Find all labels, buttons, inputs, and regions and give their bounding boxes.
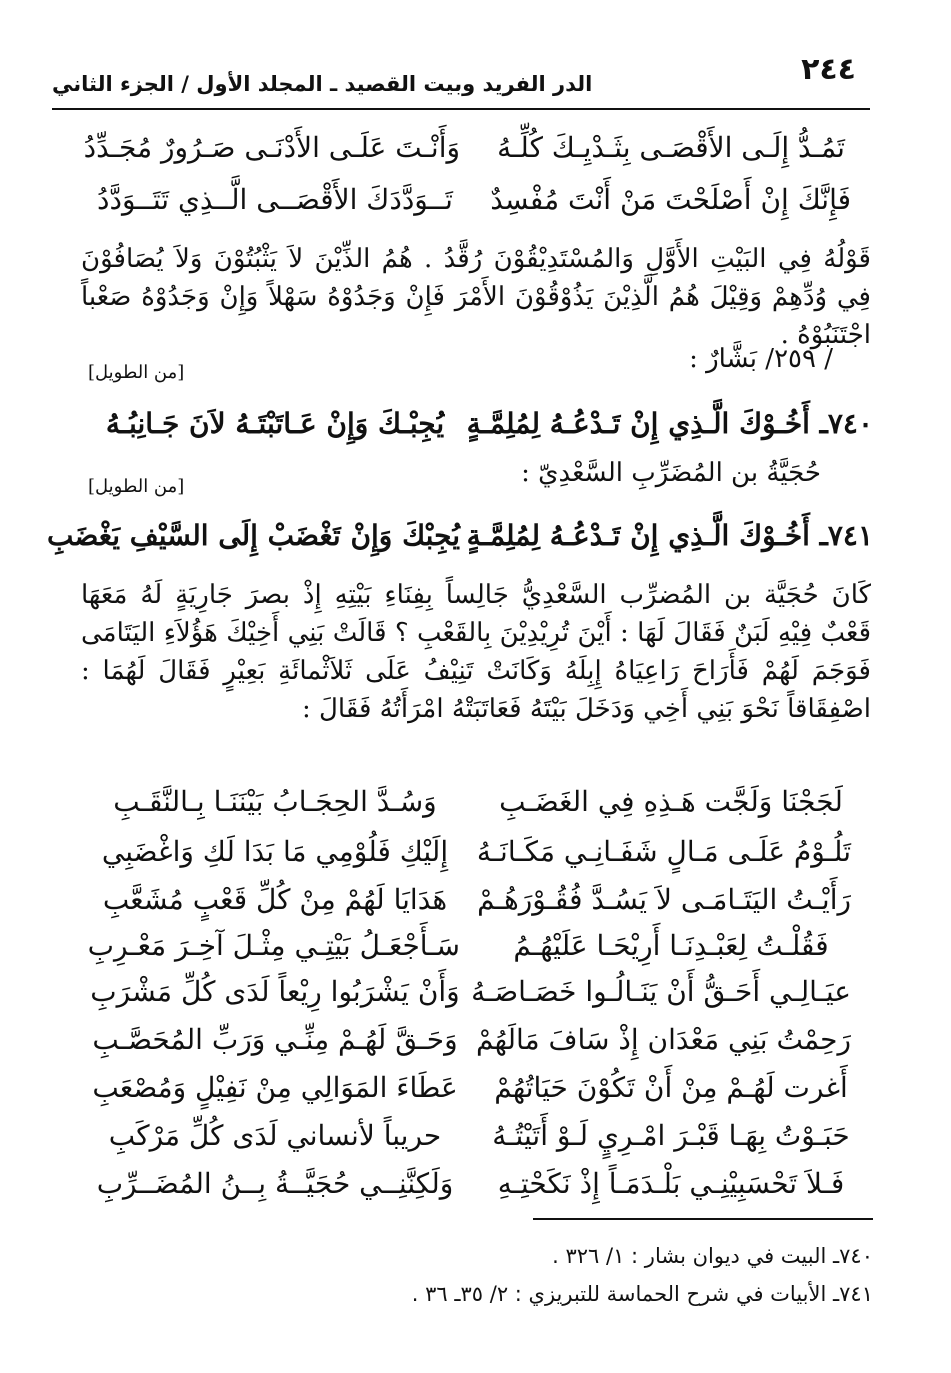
poem-right-hemistich: تَلُـوْمُ عَلَـى مَـالٍ شَفَـانِـي مَكَـانَـهُ [476, 835, 851, 868]
poem-right-hemistich: أَغرت لَهُـمْ مِنْ أَنْ تَكُوْنَ حَيَاتُهُمْ [494, 1071, 848, 1104]
verse-740-left: يُجِبْـكَ وَإِنْ عَـاتَبْتَـهُ لاَنَ جَـانِبُـهُ [105, 407, 445, 440]
verse-left-hemistich: وَأَنْـتَ عَلَـى الأَدْنَـى صَـرُورٌ مُجَـدِّدُ [83, 131, 460, 164]
verse-741-left: يُجِبْكَ وَإِنْ تَغْضَبْ إِلَى السَّيْفِ يَغْضَبِ [46, 519, 460, 552]
poem-right-hemistich: فَقُلْـتُ لِعَبْـدِنَـا أَرِيْحَـا عَلَيْهُـمُ [513, 929, 829, 962]
verse-left-hemistich: تَــوَدَّدَكَ الأَقْصَــى الَّــذِي تَتَــوَدَّدُ [97, 183, 453, 216]
narrative-paragraph [81, 576, 871, 728]
poet-name-740: / ٢٥٩/ بَشَّارٌ : [689, 344, 833, 374]
poem-left-hemistich: وَحَـقَّ لَهُـمْ مِنِّـي وَرَبِّ المُحَصَّـبِ [92, 1023, 458, 1056]
poet-name-741: حُجَيَّةُ بن المُضَرِّبِ السَّعْدِيّ : [521, 458, 821, 488]
poem-left-hemistich: وَسُـدَّ الحِجَـابُ بَيْنَنَـا بِـالنَّقَـبِ [113, 785, 437, 818]
meter-label-740: [من الطويل] [88, 362, 185, 383]
poem-right-hemistich: فَـلاَ تَحْسَبِيْنِـي بَلْـدَمَـاً إِذْ نَكَحْتِـهِ [497, 1167, 845, 1200]
poem-right-hemistich: رَأَيْـتُ اليَتَـامَـى لاَ يَسُـدَّ فُقُـوْرَهُـمْ [477, 883, 851, 916]
poem-right-hemistich: حَبَـوْتُ بِهَـا قَبْـرَ امْـرِيٍ لَـوْ أَتَيْتُـهُ [492, 1119, 850, 1152]
verse-740-right: ٧٤٠ـ أَخُـوْكَ الَّـذِي إِنْ تَـدْعُـهُ لِمُلِمَّـةٍ [466, 407, 873, 440]
poem-left-hemistich: عَطَاءَ المَوَالِي مِنْ نَفِيْلٍ وَمُصْعَبِ [92, 1071, 458, 1104]
commentary-paragraph [81, 240, 871, 354]
meter-label-741: [من الطويل] [88, 476, 185, 497]
verse-right-hemistich: فَإِنَّكَ إِنْ أَصْلَحْتَ مَنْ أَنْتَ مُفْسِدٌ [490, 183, 851, 216]
poem-left-hemistich: وَأَنْ يَشْرَبُوا رِيْعاً لَدَى كُلِّ مَشْرَبِ [90, 975, 460, 1008]
footnote-rule [533, 1218, 873, 1220]
poem-left-hemistich: سَـأَجْعَـلُ بَيْتِـي مِثْـلَ آخِـرَ مَعْـرِبِ [87, 929, 460, 962]
poem-left-hemistich: إِلَيْكِ فَلُوْمِي مَا بَدَا لَكِ وَاغْضَبِي [101, 835, 449, 868]
header-rule [52, 108, 870, 110]
running-head: الدر الفريد وبيت القصيد ـ المجلد الأول / الجزء الثاني [52, 72, 593, 96]
poem-left-hemistich: حريباً لأنساني لَدَى كُلِّ مَرْكَبِ [108, 1119, 442, 1152]
poem-right-hemistich: عيَـالِـي أَحَـقُّ أَنْ يَنَـالُـوا خَصَـاصَـهُ [471, 975, 851, 1008]
verse-right-hemistich: تَمُـدُّ إِلَـى الأَقْصَـى بِثَـدْيِـكَ كُلِّـهُ [497, 131, 845, 164]
commentary-text: قَوْلُهُ فِي البَيْتِ الأَوَّلِ وَالمُسْتَدِيْقُوْنَ رُقَّدُ . هُمُ الذِّيْنَ لاَ يَثْبُتُوْنَ وَلاَ يُصَافُوْنَ فِي وُدِّهِمْ وَقِيْلَ هُمُ الَّذِيْنَ يَذُوْقُوْنَ الأَمْرَ فَإِنْ وَجَدُوْهُ سَهْلاً وَإِنْ وَجَدُوْهُ صَعْباً اجْتَنَبُوْهُ . [81, 244, 871, 350]
poem-left-hemistich: وَلَكِنَّنِــي حُجَيَّــةُ بِــنُ المُضَــرِّبِ [96, 1167, 454, 1200]
narrative-text: كَانَ حُجَيَّة بن المُضرِّب السَّعْدِيُّ جَالِساً بِفِنَاءِ بَيْتِهِ إِذْ بصرَ جَارِيَةٍ لَهُ مَعَهَا قَعْبٌ فِيْهِ لَبَنٌ فَقَالَ لَهَا : أَيْنَ تُرِيْدِيْنَ بِالقَعْبِ ؟ قَالَتْ بَنِي أَخِيْكَ هَؤُلاَءِ اليَتَامَى فَوَجَمَ لَهُمْ فَأَرَاحَ رَاعِيَاهُ إِبِلَهُ وَكَانَتْ تَنِيْفُ عَلَى ثَلاَثْمائَةِ بَعِيْرٍ فَقَالَ لَهُمَا : اصْفِقَاقاً نَحْوَ بَنِي أَخِي وَدَخَلَ بَيْتَهُ فَعَاتَبَتْهُ امْرَأَتُهُ فَقَالَ : [81, 580, 871, 724]
footnote-741: ٧٤١ـ الأبيات في شرح الحماسة للتبريزي : ٢/ ٣٥ـ ٣٦ . [411, 1282, 873, 1306]
footnote-740: ٧٤٠ـ البيت في ديوان بشار : ١/ ٣٢٦ . [552, 1244, 873, 1268]
page-number: ٢٤٤ [801, 52, 856, 87]
poem-right-hemistich: لَجَجْنَا وَلَجَّت هَـذِهِ فِي الغَضَـبِ [499, 785, 843, 818]
verse-741-right: ٧٤١ـ أَخُـوْكَ الَّـذِي إِنْ تَـدْعُـهُ لِمُلِمَّـةٍ [466, 519, 873, 552]
poem-right-hemistich: رَحِمْتُ بَنِي مَعْدَان إِذْ سَافَ مَالَهُمْ [475, 1023, 851, 1056]
poem-left-hemistich: هَدَايَا لَهُمْ مِنْ كُلِّ قَعْبٍ مُشَعَّبِ [102, 883, 448, 916]
